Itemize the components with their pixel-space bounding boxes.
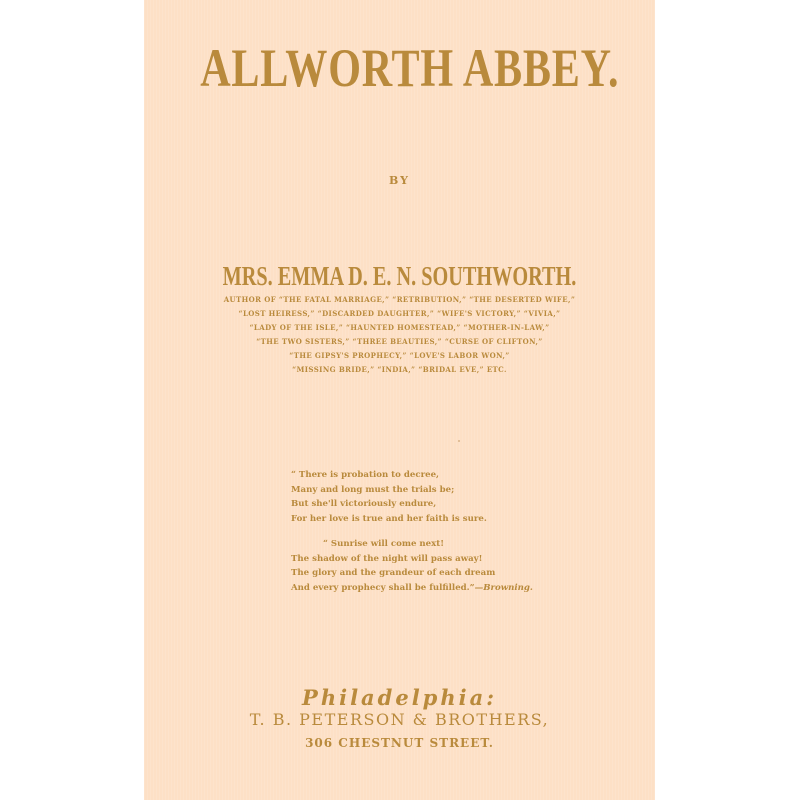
book-title: ALLWORTH ABBEY. xyxy=(200,38,620,98)
other-works-line: “LOST HEIRESS,” “DISCARDED DAUGHTER,” “WIFE'S VICTORY,” “VIVIA,” xyxy=(238,309,561,318)
imprint-city: Philadelphia: xyxy=(302,685,497,710)
epigraph xyxy=(291,468,533,595)
other-works-line: AUTHOR OF “THE FATAL MARRIAGE,” “RETRIBUTION,” “THE DESERTED WIFE,” xyxy=(223,295,576,304)
epigraph-line: “ There is probation to decree, xyxy=(291,470,440,480)
epigraph-line: Many and long must the trials be; xyxy=(291,484,455,495)
epigraph-line: The glory and the grandeur of each dream xyxy=(291,568,496,578)
other-works-line: “THE TWO SISTERS,” “THREE BEAUTIES,” “CURSE OF CLIFTON,” xyxy=(256,337,543,346)
epigraph-line: For her love is true and her faith is sure. xyxy=(291,513,487,524)
imprint-publisher: T. B. PETERSON & BROTHERS, xyxy=(249,710,550,729)
epigraph-stanza-2 xyxy=(291,537,533,595)
epigraph-last-line: And every prophecy shall be fulfilled.” xyxy=(291,582,475,593)
other-works-line: “LADY OF THE ISLE,” “HAUNTED HOMESTEAD,” “MOTHER-IN-LAW,” xyxy=(249,323,550,332)
epigraph-line xyxy=(291,581,533,596)
epigraph-attribution: —Browning. xyxy=(474,582,533,593)
epigraph-line: The shadow of the night will pass away! xyxy=(291,553,483,564)
other-works-list xyxy=(144,293,655,377)
other-works-line: “THE GIPSY'S PROPHECY,” “LOVE'S LABOR WON,” xyxy=(289,351,510,360)
other-works-line: “MISSING BRIDE,” “INDIA,” “BRIDAL EVE,” ETC. xyxy=(292,365,507,374)
epigraph-line: But she'll victoriously endure, xyxy=(291,499,437,509)
imprint-address: 306 CHESTNUT STREET. xyxy=(305,736,494,750)
author-name: MRS. EMMA D. E. N. SOUTHWORTH. xyxy=(222,261,577,291)
epigraph-stanza-1 xyxy=(291,468,533,526)
epigraph-line: “ Sunrise will come next! xyxy=(323,539,445,549)
title-page xyxy=(144,0,655,800)
byline: BY xyxy=(389,174,410,187)
speck xyxy=(458,440,460,442)
